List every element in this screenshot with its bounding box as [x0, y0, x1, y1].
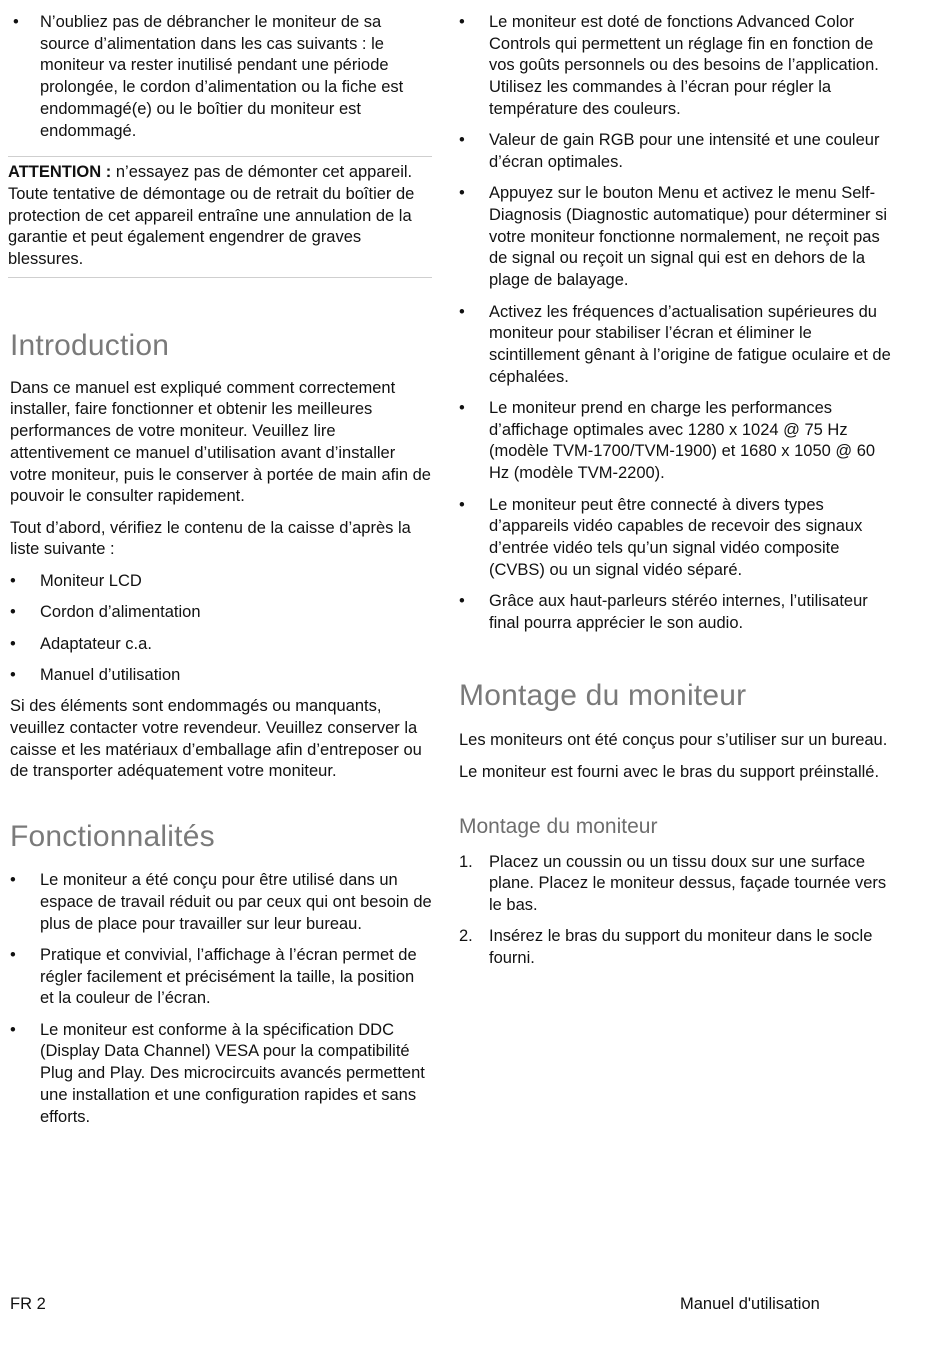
list-item [459, 398, 899, 485]
attention-box [8, 156, 432, 278]
list-item [10, 870, 432, 935]
mounting-paragraph-2: Le moniteur est fourni avec le bras du support préinstallé. [459, 762, 880, 781]
bullet: • [459, 592, 465, 610]
bullet: • [459, 302, 465, 321]
attention-body: n’essayez pas de démonter cet appareil. Toute tentative de démontage ou de retrait du boîtier de protection de cet appareil entraîne une annulation de la garantie et peut également engendrer de graves blessures. [8, 163, 415, 269]
list-item-text: Placez un coussin ou un tissu doux sur une surface plane. Placez le moniteur dessus, façade tournée vers le bas. [489, 852, 887, 914]
intro-paragraph-3: Si des éléments sont endommagés ou manquants, veuillez contacter votre revendeur. Veuillez conserver la caisse et les matériaux d’emballage afin d’entreposer ou de transporter adéquatement votre moniteur. [10, 697, 422, 781]
right-column [459, 0, 899, 979]
list-item-text: Le moniteur prend en charge les performances d’affichage optimales avec 1280 x 1024 @ 75 Hz (modèle TVM-1700/TVM-1900) et 1680 x 1050 @ 60 Hz (modèle TVM-2200). [489, 399, 876, 483]
features-heading: Fonctionnalités [10, 820, 215, 854]
features-list-continued [459, 12, 899, 634]
list-item [459, 130, 899, 173]
list-item-text: N’oubliez pas de débrancher le moniteur de sa source d’alimentation dans les cas suivants : le moniteur va rester inutilisé pendant une période prolongée, le cordon d’alimentation ou la fiche est endommagé(e) ou le boîtier du moniteur est endommagé. [40, 13, 404, 140]
bullet: • [459, 184, 465, 203]
list-item [459, 12, 899, 121]
list-item-text: Insérez le bras du support du moniteur dans le socle fourni. [489, 927, 873, 967]
warning-list [10, 12, 432, 142]
attention-label: ATTENTION : [8, 163, 112, 182]
list-item-text: Cordon d’alimentation [40, 603, 201, 622]
list-item-text: Pratique et convivial, l’affichage à l’écran permet de régler facilement et précisément la taille, la position et la couleur de l’écran. [40, 945, 417, 1008]
list-item [459, 302, 899, 389]
list-item-text: Le moniteur peut être connecté à divers types d’appareils vidéo capables de recevoir des signaux d’entrée vidéo tels qu’un signal vidéo composite (CVBS) ou un signal vidéo séparé. [489, 495, 863, 579]
list-item-text: Appuyez sur le bouton Menu et activez le menu Self-Diagnosis (Diagnostic automatique) pour déterminer si votre moniteur fonctionne normalement, ne reçoit pas de signal ou reçoit un signal qui est en dehors de la plage de balayage. [489, 184, 888, 290]
list-item [459, 495, 899, 582]
list-item [10, 571, 432, 593]
bullet: • [10, 871, 16, 890]
bullet: • [459, 13, 465, 31]
list-item [10, 1020, 432, 1129]
list-item [10, 665, 432, 687]
mounting-steps-list [459, 852, 899, 970]
list-item [10, 634, 432, 656]
bullet: • [13, 13, 19, 31]
step-number: 2. [459, 927, 473, 946]
attention-text [8, 162, 432, 271]
list-item-text: Moniteur LCD [40, 571, 142, 590]
list-item [10, 945, 432, 1010]
bullet: • [459, 131, 465, 150]
list-item-text: Activez les fréquences d’actualisation supérieures du moniteur pour stabiliser l’écran et éliminer le scintillement gênant à l’origine de fatigue oculaire et de céphalées. [489, 302, 891, 386]
footer-manual-title: Manuel d'utilisation [680, 1295, 820, 1313]
mounting-heading: Montage du moniteur [459, 679, 747, 713]
list-item [459, 183, 899, 292]
list-item-text: Grâce aux haut-parleurs stéréo internes, l’utilisateur final pourra apprécier le son audio. [489, 592, 868, 632]
bullet: • [10, 571, 16, 590]
bullet: • [459, 495, 465, 514]
list-item-text: Le moniteur est conforme à la spécification DDC (Display Data Channel) VESA pour la compatibilité Plug and Play. Des microcircuits avancés permettent une installation et une configuration rapides et sans efforts. [40, 1020, 425, 1126]
footer-page-number: FR 2 [10, 1295, 46, 1313]
bullet: • [10, 945, 16, 964]
box-contents-list [10, 571, 432, 687]
list-item [10, 12, 432, 142]
list-item-text: Valeur de gain RGB pour une intensité et une couleur d’écran optimales. [489, 131, 880, 171]
left-column [10, 0, 432, 1138]
intro-paragraph-2: Tout d’abord, vérifiez le contenu de la caisse d’après la liste suivante : [10, 518, 411, 559]
list-item-text: Adaptateur c.a. [40, 634, 152, 653]
list-item [459, 852, 899, 917]
list-item [10, 602, 432, 624]
intro-paragraph-1: Dans ce manuel est expliqué comment correctement installer, faire fonctionner et obtenir les meilleures performances de votre moniteur. Veuillez lire attentivement ce manuel d’utilisation avant d’installer votre moniteur, puis le conserver à portée de main afin de pouvoir le consulter rapidement. [10, 378, 431, 506]
mounting-paragraph-1: Les moniteurs ont été conçus pour s’utiliser sur un bureau. [459, 731, 888, 750]
list-item [459, 591, 899, 634]
list-item [459, 926, 899, 969]
features-list [10, 870, 432, 1128]
bullet: • [10, 1020, 16, 1039]
list-item-text: Le moniteur est doté de fonctions Advanced Color Controls qui permettent un réglage fin en fonction de vos goûts personnels ou des besoins de l’application. Utilisez les commandes à l’écran pour régler la température des couleurs. [489, 13, 879, 118]
list-item-text: Le moniteur a été conçu pour être utilisé dans un espace de travail réduit ou par ceux qui ont besoin de plus de place pour travailler sur leur bureau. [40, 871, 432, 933]
list-item-text: Manuel d’utilisation [40, 665, 181, 684]
mounting-subheading: Montage du moniteur [459, 814, 658, 838]
step-number: 1. [459, 852, 473, 871]
bullet: • [10, 634, 16, 653]
bullet: • [10, 665, 16, 684]
bullet: • [10, 603, 16, 622]
bullet: • [459, 399, 465, 417]
introduction-heading: Introduction [10, 328, 170, 362]
